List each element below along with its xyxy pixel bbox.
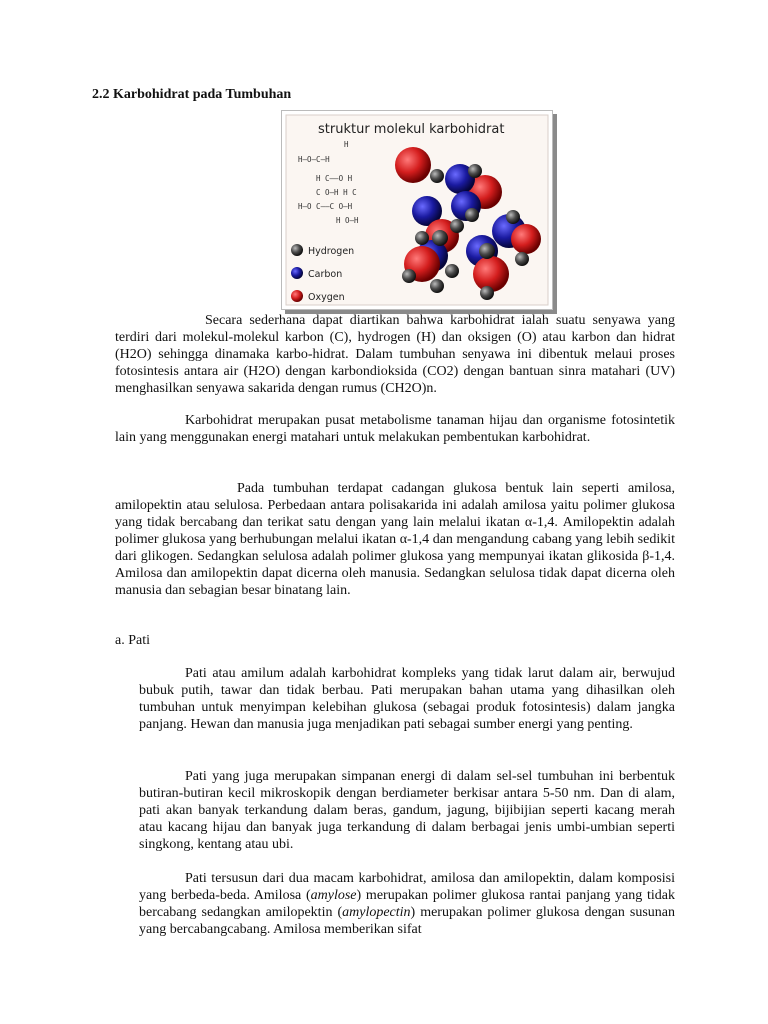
- svg-text:H—O—C—H: H—O—C—H: [298, 155, 330, 164]
- paragraph-pati-storage: Pati yang juga merupakan simpanan energi di dalam sel-sel tumbuhan ini berbentuk butiran-butiran kecil mikroskopik dengan berdiameter berkisar antara 5-50 nm. Dan di alam, pati akan banyak terkandung dalam beras, gandum, jagung, bijibijian seperti kacang merah atau kacang hijau dan banyak juga terkandung di dalam berbagai jenis umbi-umbian seperti singkong, kentang atau ubi.: [139, 769, 675, 852]
- molecule-illustration: [282, 111, 552, 309]
- carbon-legend-swatch: [291, 267, 303, 279]
- legend-label-oxygen: Oxygen: [308, 292, 345, 303]
- section-heading: 2.2 Karbohidrat pada Tumbuhan: [92, 87, 292, 102]
- svg-text:H—O C——C O—H: H—O C——C O—H: [298, 202, 353, 211]
- molecule-figure: [281, 110, 553, 310]
- hydrogen-legend-swatch: [291, 244, 303, 256]
- paragraph-definition: Secara sederhana dapat diartikan bahwa karbohidrat ialah suatu senyawa yang terdiri dari molekul-molekul karbon (C), hydrogen (H) dan oksigen (O) atau karbon dan hidrat (H2O) sehingga dinamaka karbo-hidrat. Dalam tumbuhan senyawa ini dibentuk melaui proses fotosintesis antara air (H2O) dengan karbondioksida (CO2) dengan bantuan sinra matahari (UV) menghasilkan senyawa sakarida dengan rumus (CH2O)n.: [115, 313, 675, 396]
- paragraph-pati-composition: Pati tersusun dari dua macam karbohidrat, amilosa dan amilopektin, dalam komposisi yang berbeda-beda. Amilosa (amylose) merupakan polimer glukosa rantai panjang yang tidak bercabang sedangkan amilopektin (amylopectin) merupakan polimer glukosa dengan susunan yang bercabangcabang. Amilosa memberikan sifat: [139, 871, 675, 937]
- svg-text:H O—H: H O—H: [336, 216, 359, 225]
- svg-text:H C——O H: H C——O H: [316, 174, 353, 183]
- subsection-heading: a. Pati: [115, 633, 150, 648]
- oxygen-legend-swatch: [291, 290, 303, 302]
- svg-text:H: H: [344, 140, 349, 149]
- legend-label-carbon: Carbon: [308, 269, 343, 280]
- svg-text:C O—H H C: C O—H H C: [316, 188, 357, 197]
- amylopectin-term: amylopectin: [342, 905, 411, 920]
- paragraph-polysaccharides: Pada tumbuhan terdapat cadangan glukosa bentuk lain seperti amilosa, amilopektin atau selulosa. Perbedaan antara polisakarida ini adalah amilosa yaitu polimer glukosa yang tidak bercabang dan terikat satu dengan yang lain melalui ikatan α-1,4. Amilopektin adalah polimer glukosa yang berhubungan melalui ikatan α-1,4 dan mengandung cabang yang lebih sedikit dari glikogen. Sedangkan selulosa adalah polimer glukosa yang mempunyai ikatan glikosida β-1,4. Amilosa dan amilopektin dapat dicerna oleh manusia. Sedangkan selulosa tidak dapat dicerna oleh manusia dan sebagian besar binatang lain.: [115, 481, 675, 598]
- legend-label-hydrogen: Hydrogen: [308, 246, 355, 257]
- paragraph-metabolism: Karbohidrat merupakan pusat metabolisme tanaman hijau dan organisme fotosintetik lain yang menggunakan energi matahari untuk melakukan pembentukan karbohidrat.: [115, 413, 675, 445]
- figure-title: struktur molekul karbohidrat: [318, 122, 505, 137]
- amylose-term: amylose: [310, 888, 357, 903]
- paragraph-pati-definition: Pati atau amilum adalah karbohidrat kompleks yang tidak larut dalam air, berwujud bubuk putih, tawar dan tidak berbau. Pati merupakan bahan utama yang dihasilkan oleh tumbuhan untuk menyimpan kelebihan glukosa (sebagai produk fotosintesis) dalam jangka panjang. Hewan dan manusia juga menjadikan pati sebagai sumber energi yang penting.: [139, 666, 675, 732]
